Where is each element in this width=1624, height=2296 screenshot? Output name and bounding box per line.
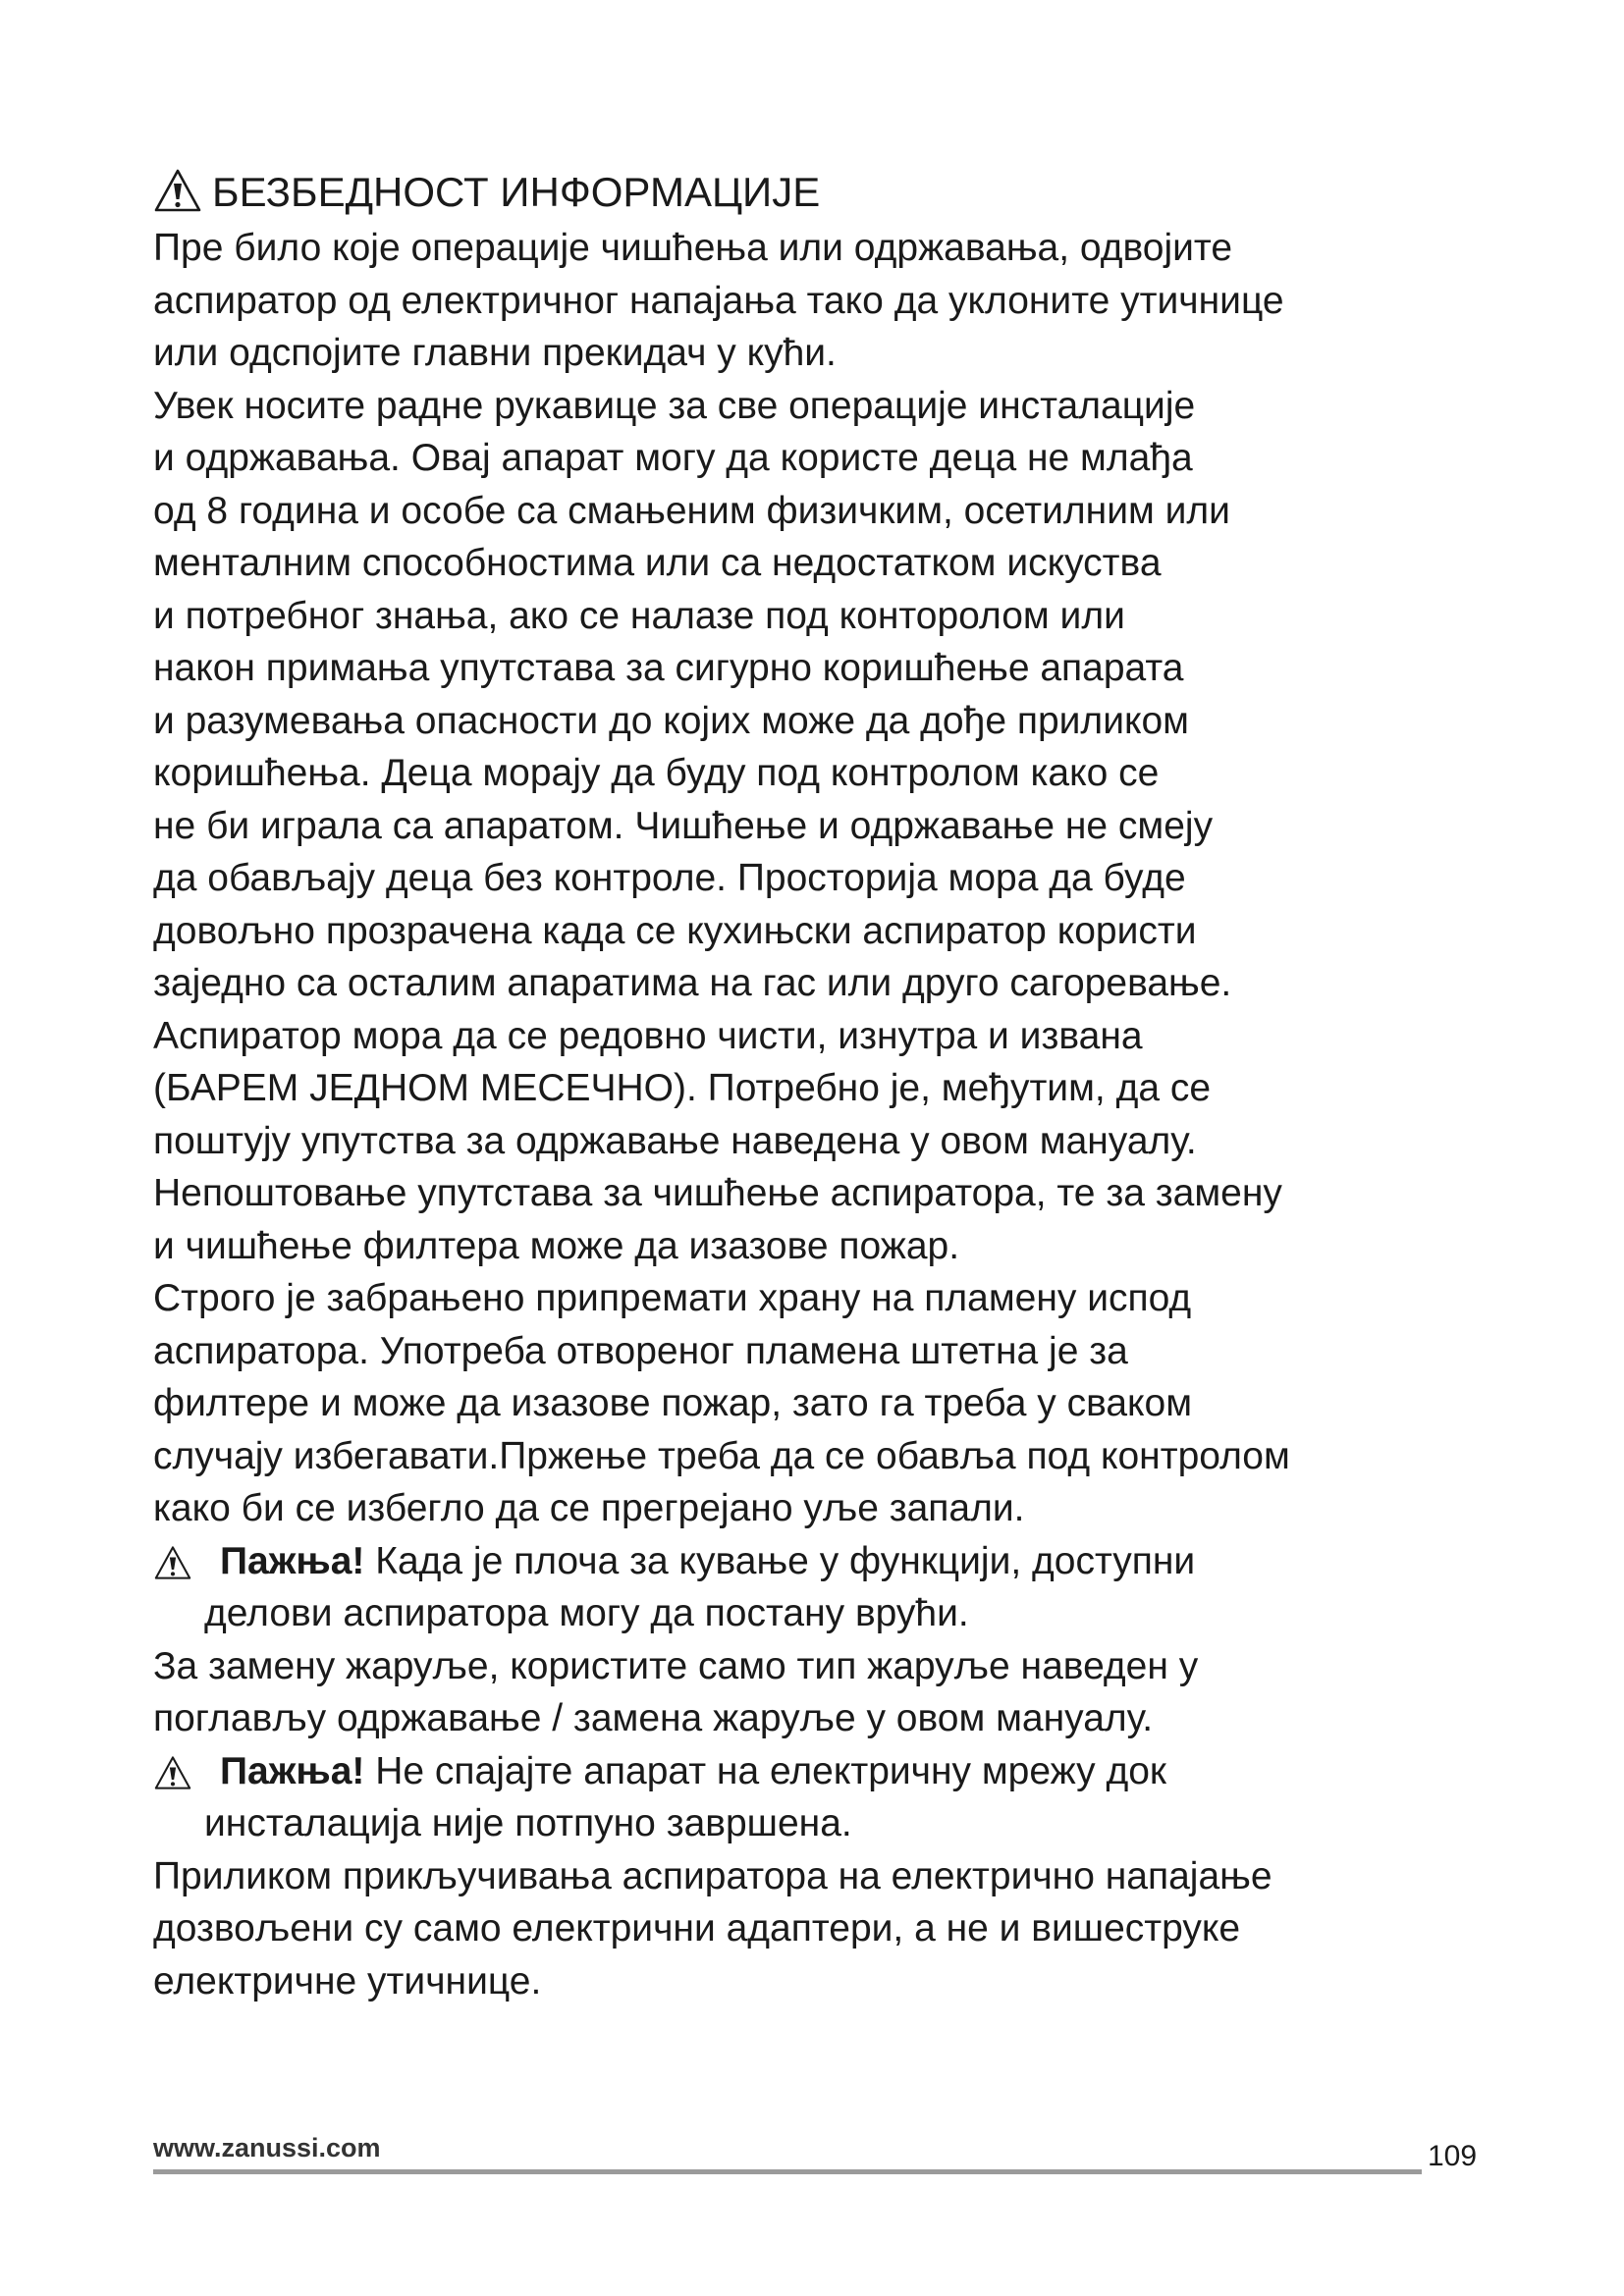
text-line: и чишћење филтера може да изазове пожар. bbox=[153, 1224, 960, 1267]
text-line: од 8 година и особе са смањеним физичким, осетилним или bbox=[153, 489, 1230, 532]
paragraph-cleaning bbox=[153, 1010, 1528, 1168]
warning-hot-parts bbox=[153, 1535, 1528, 1640]
document-body bbox=[153, 165, 1528, 2007]
page-footer bbox=[153, 2132, 1479, 2172]
warning-label: Пажња! bbox=[220, 1539, 365, 1582]
text-line: или одспојите главни прекидач у кући. bbox=[153, 332, 837, 374]
text-line: поштују упутства за одржавање наведена у овом мануалу. bbox=[153, 1119, 1197, 1162]
text-line: менталним способностима или са недостатком искуства bbox=[153, 542, 1162, 584]
text-line: коришћења. Деца морају да буду под контролом како се bbox=[153, 752, 1160, 794]
text-line: Приликом прикључивања аспиратора на електрично напајање bbox=[153, 1854, 1272, 1897]
text-line: не би играла са апаратом. Чишћење и одржавање не смеју bbox=[153, 804, 1214, 847]
text-line: филтере и може да изазове пожар, зато га треба у сваком bbox=[153, 1382, 1193, 1424]
text-line: и потребног знања, ако се налазе под конторолом или bbox=[153, 594, 1125, 637]
text-line: (БАРЕМ ЈЕДНОМ МЕСЕЧНО). Потребно је, међутим, да се bbox=[153, 1067, 1212, 1109]
text-line: аспиратор од електричног напајања тако да уклоните утичнице bbox=[153, 279, 1284, 322]
paragraph-gloves-children bbox=[153, 380, 1528, 1010]
paragraph-disconnect bbox=[153, 222, 1528, 380]
paragraph-adapters bbox=[153, 1850, 1528, 2008]
warning-triangle-icon bbox=[153, 1545, 192, 1580]
page-number: 109 bbox=[1428, 2140, 1478, 2172]
warning-continuation: делови аспиратора могу да постану врући. bbox=[204, 1592, 969, 1634]
text-line: поглављу одржавање / замена жаруље у овом мануалу. bbox=[153, 1697, 1154, 1739]
warning-first-line bbox=[153, 1745, 1528, 1798]
paragraph-lamp-replacement bbox=[153, 1640, 1528, 1745]
text-line: Непоштовање упутстава за чишћење аспиратора, те за замену bbox=[153, 1172, 1282, 1214]
warning-installation bbox=[153, 1745, 1528, 1850]
text-line: За замену жаруље, користите само тип жаруље наведен у bbox=[153, 1644, 1199, 1687]
text-line: довољно прозрачена када се кухињски аспиратор користи bbox=[153, 909, 1197, 952]
warning-continuation: инсталација није потпуно завршена. bbox=[204, 1802, 852, 1844]
text-line: дозвољени су само електрични адаптери, а не и вишеструке bbox=[153, 1907, 1241, 1949]
text-line: Аспиратор мора да се редовно чисти, изнутра и извана bbox=[153, 1014, 1143, 1057]
paragraph-open-flame bbox=[153, 1272, 1528, 1535]
text-line: како би се избегло да се прегрејано уље запали. bbox=[153, 1487, 1025, 1529]
section-heading bbox=[153, 165, 1528, 220]
text-line: Пре било које операције чишћења или одржавања, одвојите bbox=[153, 227, 1233, 269]
footer-url-link[interactable]: www.zanussi.com bbox=[153, 2133, 381, 2163]
warning-triangle-icon bbox=[153, 1755, 192, 1790]
footer-divider bbox=[153, 2169, 1422, 2174]
text-line: заједно са осталим апаратима на гас или друго сагоревање. bbox=[153, 962, 1232, 1004]
warning-triangle-icon bbox=[153, 168, 202, 213]
text-line: случају избегавати.Пржење треба да се обавља под контролом bbox=[153, 1434, 1290, 1477]
text-line: и разумевања опасности до којих може да дође приликом bbox=[153, 699, 1189, 742]
warning-text: Када је плоча за кување у функцији, доступни bbox=[364, 1539, 1196, 1582]
text-line: Увек носите радне рукавице за све операције инсталације bbox=[153, 384, 1196, 427]
text-line: аспиратора. Употреба отвореног пламена штетна је за bbox=[153, 1329, 1128, 1372]
warning-text: Не спајајте апарат на електричну мрежу док bbox=[364, 1749, 1166, 1792]
warning-label: Пажња! bbox=[220, 1749, 365, 1792]
paragraph-filter-fire bbox=[153, 1167, 1528, 1272]
section-heading-text: БЕЗБЕДНОСТ ИНФОРМАЦИЈЕ bbox=[212, 169, 821, 215]
warning-first-line bbox=[153, 1535, 1528, 1588]
text-line: електричне утичнице. bbox=[153, 1959, 542, 2002]
text-line: и одржавања. Овај апарат могу да користе деца не млађа bbox=[153, 437, 1193, 479]
text-line: Строго је забрањено припремати храну на пламену испод bbox=[153, 1277, 1192, 1319]
text-line: да обављају деца без контроле. Просторија мора да буде bbox=[153, 857, 1186, 899]
text-line: након примања упутстава за сигурно коришћење апарата bbox=[153, 647, 1184, 689]
